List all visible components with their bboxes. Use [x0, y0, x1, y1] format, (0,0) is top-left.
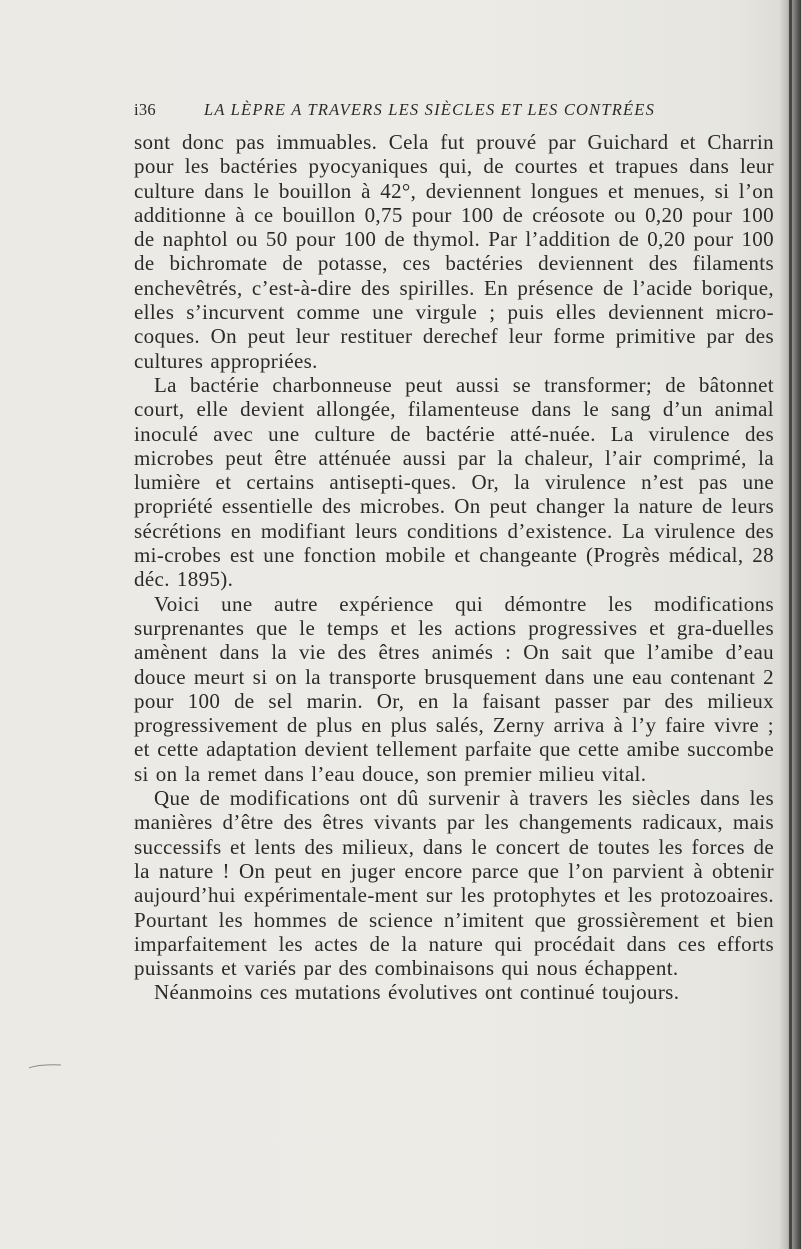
- body-text: [134, 130, 774, 1005]
- paragraph-2: La bactérie charbonneuse peut aussi se transformer; de bâtonnet court, elle devient allongée, filamenteuse dans le sang d’un animal inoculé avec une culture de bactérie atté-nuée. La virulence des microbes peut être atténuée aussi par la chaleur, l’air comprimé, la lumière et certains antisepti-ques. Or, la virulence n’est pas une propriété essentielle des microbes. On peut changer la nature de leurs sécrétions en modifiant leurs conditions d’existence. La virulence des mi-crobes est une fonction mobile et changeante (Progrès médical, 28 déc. 1895).: [134, 372, 774, 592]
- paragraph-5: Néanmoins ces mutations évolutives ont continué toujours.: [154, 980, 680, 1005]
- running-title: LA LÈPRE A TRAVERS LES SIÈCLES ET LES CONTRÉES: [204, 100, 656, 119]
- page-number: i36: [134, 100, 156, 119]
- paragraph-1: sont donc pas immuables. Cela fut prouvé par Guichard et Charrin pour les bactéries pyocyaniques qui, de courtes et trapues dans leur culture dans le bouillon à 42°, deviennent longues et menues, si l’on additionne à ce bouillon 0,75 pour 100 de créosote ou 0,20 pour 100 de naphtol ou 50 pour 100 de thymol. Par l’addition de 0,20 pour 100 de bichromate de potasse, ces bactéries deviennent des filaments enchevêtrés, c’est-à-dire des spirilles. En présence de l’acide borique, elles s’incurvent comme une virgule ; puis elles deviennent micro-coques. On peut leur restituer derechef leur forme primitive par des cultures appropriées.: [134, 130, 774, 373]
- page-edge-line: [789, 0, 792, 1249]
- paragraph-3: Voici une autre expérience qui démontre les modifications surprenantes que le temps et les actions progressives et gra-duelles amènent dans la vie des êtres animés : On sait que l’amibe d’eau douce meurt si on la transporte brusquement dans une eau contenant 2 pour 100 de sel marin. Or, en la faisant passer par des milieux progressivement de plus en plus salés, Zerny arriva à l’y faire vivre ; et cette adaptation devient tellement parfaite que cette amibe succombe si on la remet dans l’eau douce, son premier milieu vital.: [134, 591, 774, 786]
- page-header: [134, 100, 774, 124]
- margin-pencil-mark: [28, 1063, 62, 1069]
- paragraph-4: Que de modifications ont dû survenir à travers les siècles dans les manières d’être des êtres vivants par les changements radicaux, mais successifs et lents des milieux, dans le concert de toutes les forces de la nature ! On peut en juger encore parce que l’on parvient à obtenir aujourd’hui expérimentale-ment sur les protophytes et les protozoaires. Pourtant les hommes de science n’imitent que grossièrement et bien imparfaitement les actes de la nature qui procédait dans ces efforts puissants et variés par des combinaisons qui nous échappent.: [134, 786, 774, 981]
